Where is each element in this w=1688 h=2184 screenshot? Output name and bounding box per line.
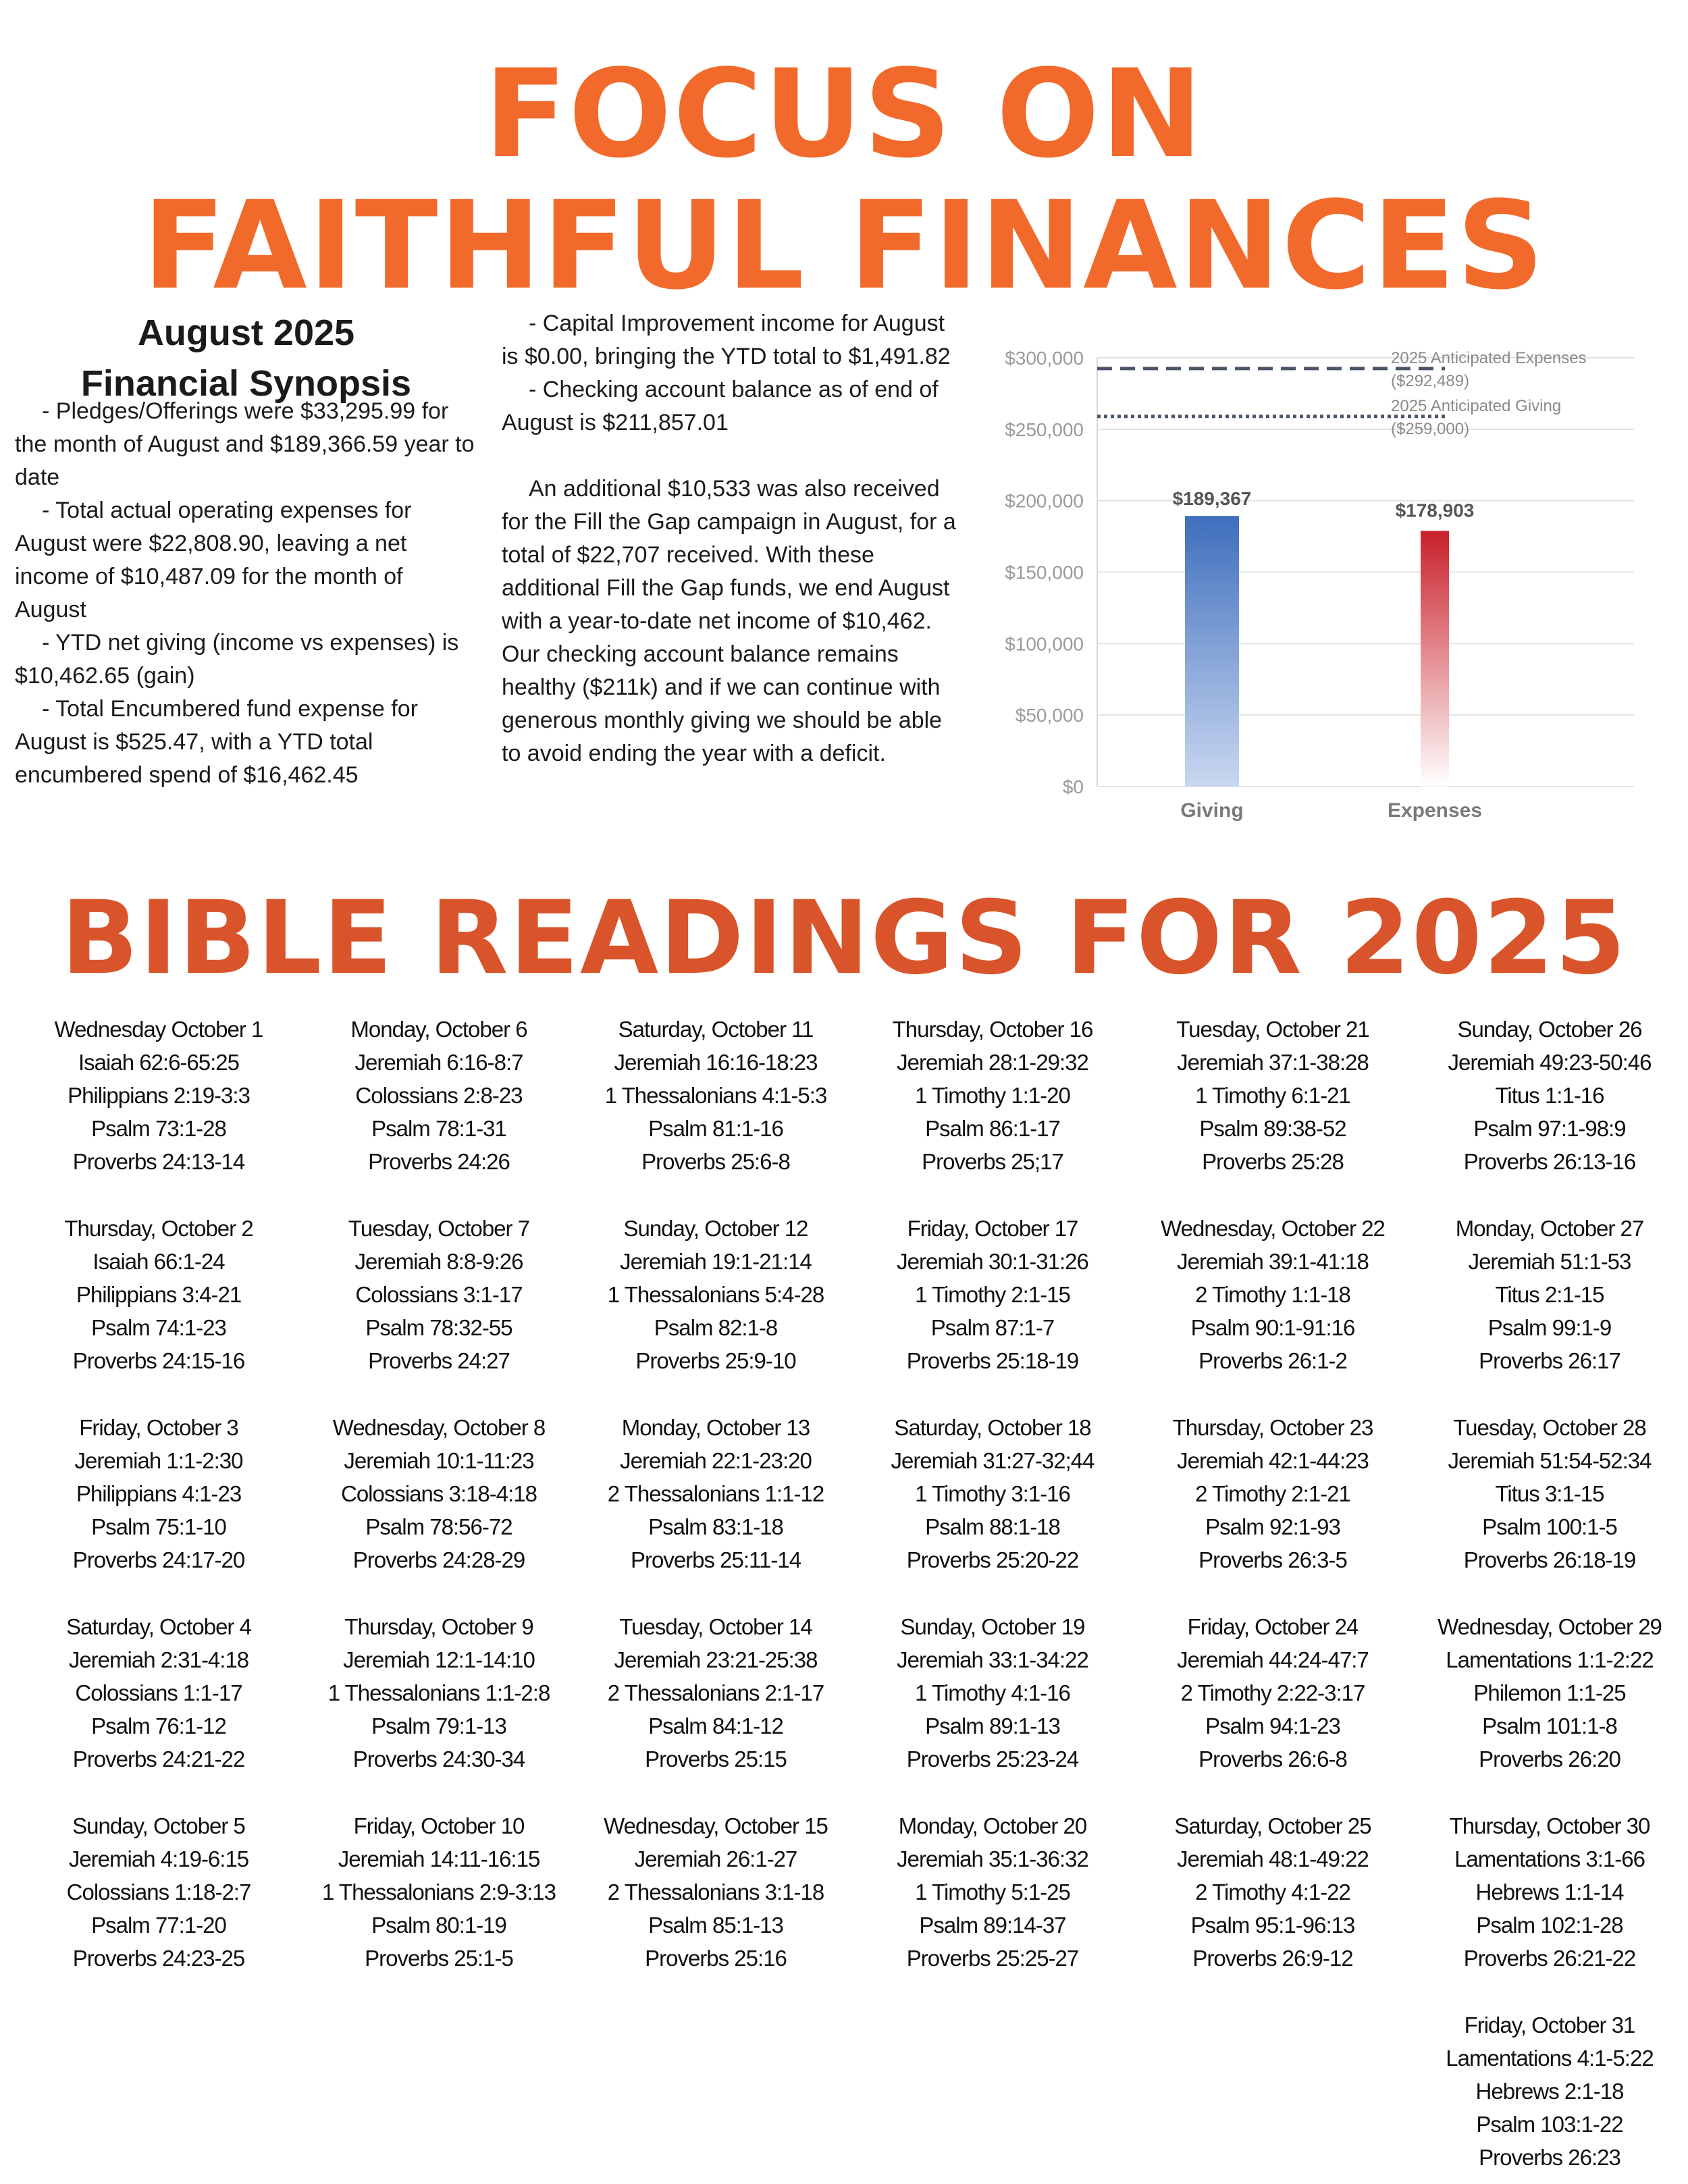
reading-date: Wednesday, October 15 [604, 1813, 828, 1838]
reading-passage: 2 Thessalonians 1:1-12 [607, 1481, 824, 1506]
reading-passage: Psalm 78:56-72 [365, 1514, 512, 1539]
x-tick-label: Giving [1180, 799, 1244, 822]
reference-value: ($292,489) [1391, 371, 1470, 390]
y-tick-label: $100,000 [1005, 633, 1084, 655]
reading-day [854, 1809, 1131, 1975]
reading-date: Friday, October 10 [353, 1813, 525, 1838]
reading-passage: Jeremiah 31:27-32;44 [891, 1448, 1094, 1473]
bar-value-label: $189,367 [1172, 488, 1252, 510]
reading-passage: Proverbs 26:18-19 [1463, 1547, 1636, 1572]
reading-day [1411, 2008, 1688, 2174]
reading-day [1411, 1013, 1688, 1178]
synopsis-checking-balance: - Checking account balance as of end of August is $211,857.01 [502, 377, 939, 435]
reading-passage: Jeremiah 35:1-36:32 [897, 1846, 1088, 1871]
reading-passage: Psalm 81:1-16 [648, 1116, 783, 1141]
reading-passage: Jeremiah 39:1-41:18 [1177, 1249, 1369, 1274]
reading-passage: Jeremiah 16:16-18:23 [614, 1050, 818, 1075]
synopsis-column-2 [502, 307, 961, 770]
reading-day [1411, 1809, 1688, 1975]
reading-day [854, 1411, 1131, 1576]
reading-passage: Psalm 89:38-52 [1199, 1116, 1346, 1141]
reading-passage: 2 Thessalonians 2:1-17 [607, 1680, 824, 1705]
reading-passage: Isaiah 62:6-65:25 [78, 1050, 240, 1075]
y-tick-label: $0 [1062, 776, 1084, 797]
reading-passage: Jeremiah 6:16-8:7 [354, 1050, 523, 1075]
y-tick-label: $300,000 [1005, 348, 1084, 369]
reading-passage: Proverbs 24:27 [368, 1348, 510, 1373]
chart-svg [986, 331, 1668, 844]
reading-passage: 1 Thessalonians 4:1-5:3 [604, 1083, 827, 1108]
synopsis-pledges: - Pledges/Offerings were $33,295.99 for the month of August and $189,366.59 year to date [15, 398, 475, 490]
reading-passage: Jeremiah 23:21-25:38 [614, 1647, 818, 1672]
reading-date: Saturday, October 4 [66, 1614, 251, 1639]
reading-passage: Colossians 1:1-17 [75, 1680, 242, 1705]
reading-day [577, 1013, 854, 1178]
y-tick-label: $200,000 [1005, 490, 1084, 512]
reading-date: Sunday, October 26 [1457, 1017, 1642, 1042]
reading-day [20, 1411, 297, 1576]
readings-title: BIBLE READINGS FOR 2025 [61, 880, 1627, 997]
reading-passage: Psalm 102:1-28 [1476, 1913, 1623, 1938]
reading-passage: Lamentations 4:1-5:22 [1446, 2046, 1654, 2071]
reading-date: Friday, October 24 [1187, 1614, 1359, 1639]
reading-passage: Jeremiah 42:1-44:23 [1177, 1448, 1369, 1473]
synopsis-encumbered: - Total Encumbered fund expense for August is $525.47, with a YTD total encumbered spend of $16,462.45 [15, 696, 418, 788]
reading-date: Sunday, October 5 [72, 1813, 245, 1838]
reading-passage: Proverbs 24:28-29 [352, 1547, 525, 1572]
reading-passage: Jeremiah 26:1-27 [634, 1846, 797, 1871]
reading-passage: Psalm 80:1-19 [371, 1913, 506, 1938]
reading-passage: Titus 1:1-16 [1495, 1083, 1604, 1108]
giving-vs-expenses-chart [986, 331, 1668, 844]
reading-passage: Proverbs 26:17 [1479, 1348, 1620, 1373]
reading-passage: Proverbs 25:9-10 [635, 1348, 796, 1373]
reading-passage: Proverbs 26:6-8 [1198, 1747, 1347, 1772]
reading-passage: Proverbs 26:9-12 [1192, 1946, 1353, 1971]
reading-passage: Proverbs 25:25-27 [906, 1946, 1079, 1971]
reading-passage: Psalm 78:32-55 [365, 1315, 512, 1340]
title-line-2: FAITHFUL FINANCES [142, 176, 1546, 317]
reading-passage: Jeremiah 8:8-9:26 [354, 1249, 523, 1274]
reading-passage: Jeremiah 51:1-53 [1468, 1249, 1631, 1274]
reading-passage: Hebrews 1:1-14 [1475, 1880, 1624, 1905]
reading-day [1411, 1610, 1688, 1776]
reading-day [577, 1809, 854, 1975]
reading-day [1134, 1212, 1411, 1377]
reading-passage: Proverbs 26:13-16 [1463, 1149, 1636, 1174]
reading-passage: Psalm 85:1-13 [648, 1913, 783, 1938]
reading-date: Friday, October 31 [1464, 2013, 1635, 2037]
reading-passage: Proverbs 24:13-14 [72, 1149, 245, 1174]
reading-date: Monday, October 6 [350, 1017, 527, 1042]
reading-passage: Titus 2:1-15 [1495, 1282, 1604, 1307]
reading-date: Tuesday, October 21 [1176, 1017, 1369, 1042]
reading-passage: Psalm 86:1-17 [925, 1116, 1060, 1141]
reading-passage: 1 Thessalonians 5:4-28 [607, 1282, 824, 1307]
reading-passage: Jeremiah 51:54-52:34 [1448, 1448, 1652, 1473]
reading-passage: Titus 3:1-15 [1495, 1481, 1604, 1506]
reading-date: Thursday, October 9 [344, 1614, 533, 1639]
reading-passage: Psalm 99:1-9 [1487, 1315, 1612, 1340]
reading-passage: Jeremiah 1:1-2:30 [74, 1448, 243, 1473]
reading-passage: Psalm 83:1-18 [648, 1514, 783, 1539]
reading-date: Thursday, October 23 [1172, 1415, 1373, 1440]
reading-passage: Psalm 76:1-12 [91, 1713, 226, 1738]
reading-date: Tuesday, October 28 [1453, 1415, 1646, 1440]
reading-passage: Jeremiah 22:1-23:20 [620, 1448, 812, 1473]
reading-passage: Jeremiah 4:19-6:15 [68, 1846, 249, 1871]
reading-day [854, 1610, 1131, 1776]
reading-passage: Psalm 77:1-20 [91, 1913, 226, 1938]
reading-passage: Proverbs 24:17-20 [72, 1547, 245, 1572]
y-tick-label: $250,000 [1005, 419, 1084, 440]
reading-day [854, 1212, 1131, 1377]
reading-passage: Proverbs 24:15-16 [72, 1348, 245, 1373]
reading-passage: Proverbs 26:23 [1479, 2145, 1620, 2170]
synopsis-capital-improvement: - Capital Improvement income for August is $0.00, bringing the YTD total to $1,491.82 [502, 311, 951, 369]
reading-passage: 1 Timothy 2:1-15 [915, 1282, 1070, 1307]
reading-date: Wednesday, October 8 [332, 1415, 546, 1440]
reading-passage: Psalm 88:1-18 [925, 1514, 1060, 1539]
reading-passage: 2 Thessalonians 3:1-18 [607, 1880, 824, 1905]
reading-date: Saturday, October 11 [618, 1017, 814, 1042]
reading-passage: Psalm 100:1-5 [1482, 1514, 1617, 1539]
reading-passage: Psalm 95:1-96:13 [1190, 1913, 1355, 1938]
reading-day [300, 1411, 577, 1576]
synopsis-column-1 [15, 395, 477, 792]
reading-passage: 1 Timothy 5:1-25 [915, 1880, 1070, 1905]
reading-date: Wednesday October 1 [54, 1017, 263, 1042]
reading-passage: Psalm 74:1-23 [91, 1315, 226, 1340]
reading-passage: Proverbs 26:3-5 [1198, 1547, 1347, 1572]
reading-passage: Jeremiah 28:1-29:32 [897, 1050, 1088, 1075]
reading-date: Friday, October 17 [907, 1216, 1078, 1241]
synopsis-expenses: - Total actual operating expenses for August were $22,808.90, leaving a net income of $10,487.09 for the month of August [15, 498, 412, 622]
reading-day [577, 1411, 854, 1576]
reading-passage: 1 Timothy 3:1-16 [915, 1481, 1070, 1506]
reading-passage: Proverbs 26:21-22 [1463, 1946, 1636, 1971]
reading-day [1134, 1610, 1411, 1776]
reading-date: Monday, October 20 [898, 1813, 1087, 1838]
reading-passage: Psalm 78:1-31 [371, 1116, 506, 1141]
reading-passage: Jeremiah 30:1-31:26 [897, 1249, 1088, 1274]
reading-date: Wednesday, October 22 [1161, 1216, 1385, 1241]
reading-passage: Proverbs 25:18-19 [906, 1348, 1079, 1373]
reading-passage: Psalm 89:1-13 [925, 1713, 1060, 1738]
reading-date: Wednesday, October 29 [1438, 1614, 1662, 1639]
reading-passage: Isaiah 66:1-24 [93, 1249, 225, 1274]
reading-passage: Philippians 4:1-23 [76, 1481, 242, 1506]
reading-date: Saturday, October 25 [1174, 1813, 1371, 1838]
reading-passage: Philippians 3:4-21 [76, 1282, 242, 1307]
reference-value: ($259,000) [1391, 419, 1470, 438]
reading-passage: Jeremiah 49:23-50:46 [1448, 1050, 1652, 1075]
reading-day [20, 1212, 297, 1377]
synopsis-title: Financial Synopsis [80, 363, 412, 404]
x-tick-label: Expenses [1387, 799, 1483, 822]
reading-passage: Proverbs 24:30-34 [352, 1747, 525, 1772]
reading-passage: Proverbs 25:11-14 [630, 1547, 801, 1572]
reading-passage: Hebrews 2:1-18 [1475, 2079, 1624, 2104]
reading-day [300, 1809, 577, 1975]
reading-passage: Jeremiah 48:1-49:22 [1177, 1846, 1369, 1871]
reading-passage: Psalm 101:1-8 [1482, 1713, 1617, 1738]
reading-date: Thursday, October 30 [1449, 1813, 1650, 1838]
reading-passage: Psalm 79:1-13 [371, 1713, 506, 1738]
reading-passage: Proverbs 25:15 [645, 1747, 787, 1772]
reading-date: Monday, October 27 [1455, 1216, 1644, 1241]
reading-passage: Proverbs 25;17 [922, 1149, 1063, 1174]
reading-passage: Proverbs 25:20-22 [906, 1547, 1079, 1572]
bar-value-label: $178,903 [1395, 500, 1475, 521]
reading-date: Sunday, October 12 [623, 1216, 808, 1241]
reading-day [300, 1610, 577, 1776]
reading-day [577, 1610, 854, 1776]
reading-passage: Jeremiah 44:24-47:7 [1177, 1647, 1369, 1672]
reading-passage: Psalm 75:1-10 [91, 1514, 226, 1539]
reading-date: Saturday, October 18 [894, 1415, 1091, 1440]
reading-passage: 1 Timothy 4:1-16 [915, 1680, 1070, 1705]
reference-label: 2025 Anticipated Giving [1391, 396, 1562, 415]
reading-passage: Jeremiah 2:31-4:18 [68, 1647, 249, 1672]
reading-passage: Proverbs 25:1-5 [365, 1946, 513, 1971]
reading-passage: 1 Thessalonians 1:1-2:8 [327, 1680, 550, 1705]
reading-date: Friday, October 3 [79, 1415, 238, 1440]
reading-passage: 2 Timothy 4:1-22 [1195, 1880, 1350, 1905]
reading-passage: Psalm 94:1-23 [1205, 1713, 1340, 1738]
reading-passage: Proverbs 24:26 [368, 1149, 510, 1174]
reading-passage: Psalm 84:1-12 [648, 1713, 783, 1738]
title-line-1: FOCUS ON [483, 44, 1205, 185]
reading-date: Monday, October 13 [621, 1415, 810, 1440]
reading-day [20, 1013, 297, 1178]
bar [1185, 516, 1239, 787]
reading-passage: Proverbs 24:23-25 [72, 1946, 245, 1971]
reading-passage: Psalm 73:1-28 [91, 1116, 226, 1141]
reading-passage: Jeremiah 12:1-14:10 [343, 1647, 535, 1672]
reading-passage: Jeremiah 37:1-38:28 [1177, 1050, 1369, 1075]
reading-passage: Philippians 2:19-3:3 [68, 1083, 250, 1108]
reading-passage: Colossians 1:18-2:7 [66, 1880, 251, 1905]
reading-date: Thursday, October 2 [64, 1216, 253, 1241]
reading-day [20, 1809, 297, 1975]
reading-passage: Psalm 103:1-22 [1476, 2112, 1623, 2137]
reference-label: 2025 Anticipated Expenses [1391, 348, 1587, 367]
reading-day [1134, 1013, 1411, 1178]
reading-passage: Proverbs 25:16 [645, 1946, 787, 1971]
bar [1421, 531, 1449, 787]
reading-passage: Psalm 87:1-7 [930, 1315, 1055, 1340]
reading-day [20, 1610, 297, 1776]
reading-passage: Proverbs 24:21-22 [72, 1747, 245, 1772]
reading-passage: 2 Timothy 1:1-18 [1195, 1282, 1350, 1307]
reading-passage: Jeremiah 14:11-16:15 [338, 1846, 540, 1871]
reading-passage: 1 Timothy 1:1-20 [915, 1083, 1070, 1108]
reading-passage: Proverbs 25:23-24 [906, 1747, 1079, 1772]
reading-day [1411, 1411, 1688, 1576]
reading-day [854, 1013, 1131, 1178]
reading-passage: Proverbs 26:1-2 [1198, 1348, 1347, 1373]
synopsis-net-giving: - YTD net giving (income vs expenses) is $10,462.65 (gain) [15, 630, 459, 689]
reading-passage: 2 Timothy 2:1-21 [1195, 1481, 1350, 1506]
y-tick-label: $50,000 [1015, 705, 1084, 726]
reading-date: Sunday, October 19 [900, 1614, 1085, 1639]
reading-day [1134, 1411, 1411, 1576]
reading-passage: Colossians 3:18-4:18 [340, 1481, 537, 1506]
reading-date: Tuesday, October 7 [348, 1216, 530, 1241]
reading-passage: Colossians 2:8-23 [355, 1083, 523, 1108]
reading-passage: 1 Thessalonians 2:9-3:13 [322, 1880, 556, 1905]
reading-passage: Jeremiah 33:1-34:22 [897, 1647, 1088, 1672]
reading-passage: Psalm 97:1-98:9 [1473, 1116, 1626, 1141]
reading-passage: Psalm 90:1-91:16 [1190, 1315, 1355, 1340]
synopsis-fill-the-gap: An additional $10,533 was also received for the Fill the Gap campaign in August, for a total of $22,707 received. With these additional Fill the Gap funds, we end August with a year-to-date net income of $10,462. Our checking account balance remains healthy ($211k) and if we can continue with generous monthly giving we should be able to avoid ending the year with a deficit. [502, 476, 956, 766]
reading-passage: Colossians 3:1-17 [355, 1282, 523, 1307]
reading-day [577, 1212, 854, 1377]
reading-passage: 2 Timothy 2:22-3:17 [1180, 1680, 1365, 1705]
synopsis-title-month: August 2025 [137, 313, 355, 353]
reading-passage: Proverbs 26:20 [1479, 1747, 1620, 1772]
reading-passage: Psalm 82:1-8 [654, 1315, 778, 1340]
reading-date: Tuesday, October 14 [619, 1614, 812, 1639]
reading-passage: Jeremiah 10:1-11:23 [344, 1448, 534, 1473]
reading-passage: Psalm 92:1-93 [1205, 1514, 1340, 1539]
reading-day [1134, 1809, 1411, 1975]
reading-passage: Psalm 89:14-37 [919, 1913, 1066, 1938]
reading-passage: Lamentations 1:1-2:22 [1446, 1647, 1654, 1672]
reading-day [300, 1212, 577, 1377]
reading-passage: Proverbs 25:6-8 [641, 1149, 790, 1174]
reading-passage: Philemon 1:1-25 [1473, 1680, 1626, 1705]
reading-day [300, 1013, 577, 1178]
reading-passage: Jeremiah 19:1-21:14 [620, 1249, 812, 1274]
reading-passage: 1 Timothy 6:1-21 [1195, 1083, 1350, 1108]
reading-date: Thursday, October 16 [892, 1017, 1093, 1042]
reading-passage: Lamentations 3:1-66 [1454, 1846, 1645, 1871]
y-tick-label: $150,000 [1005, 562, 1084, 583]
reading-passage: Proverbs 25:28 [1202, 1149, 1344, 1174]
reading-day [1411, 1212, 1688, 1377]
